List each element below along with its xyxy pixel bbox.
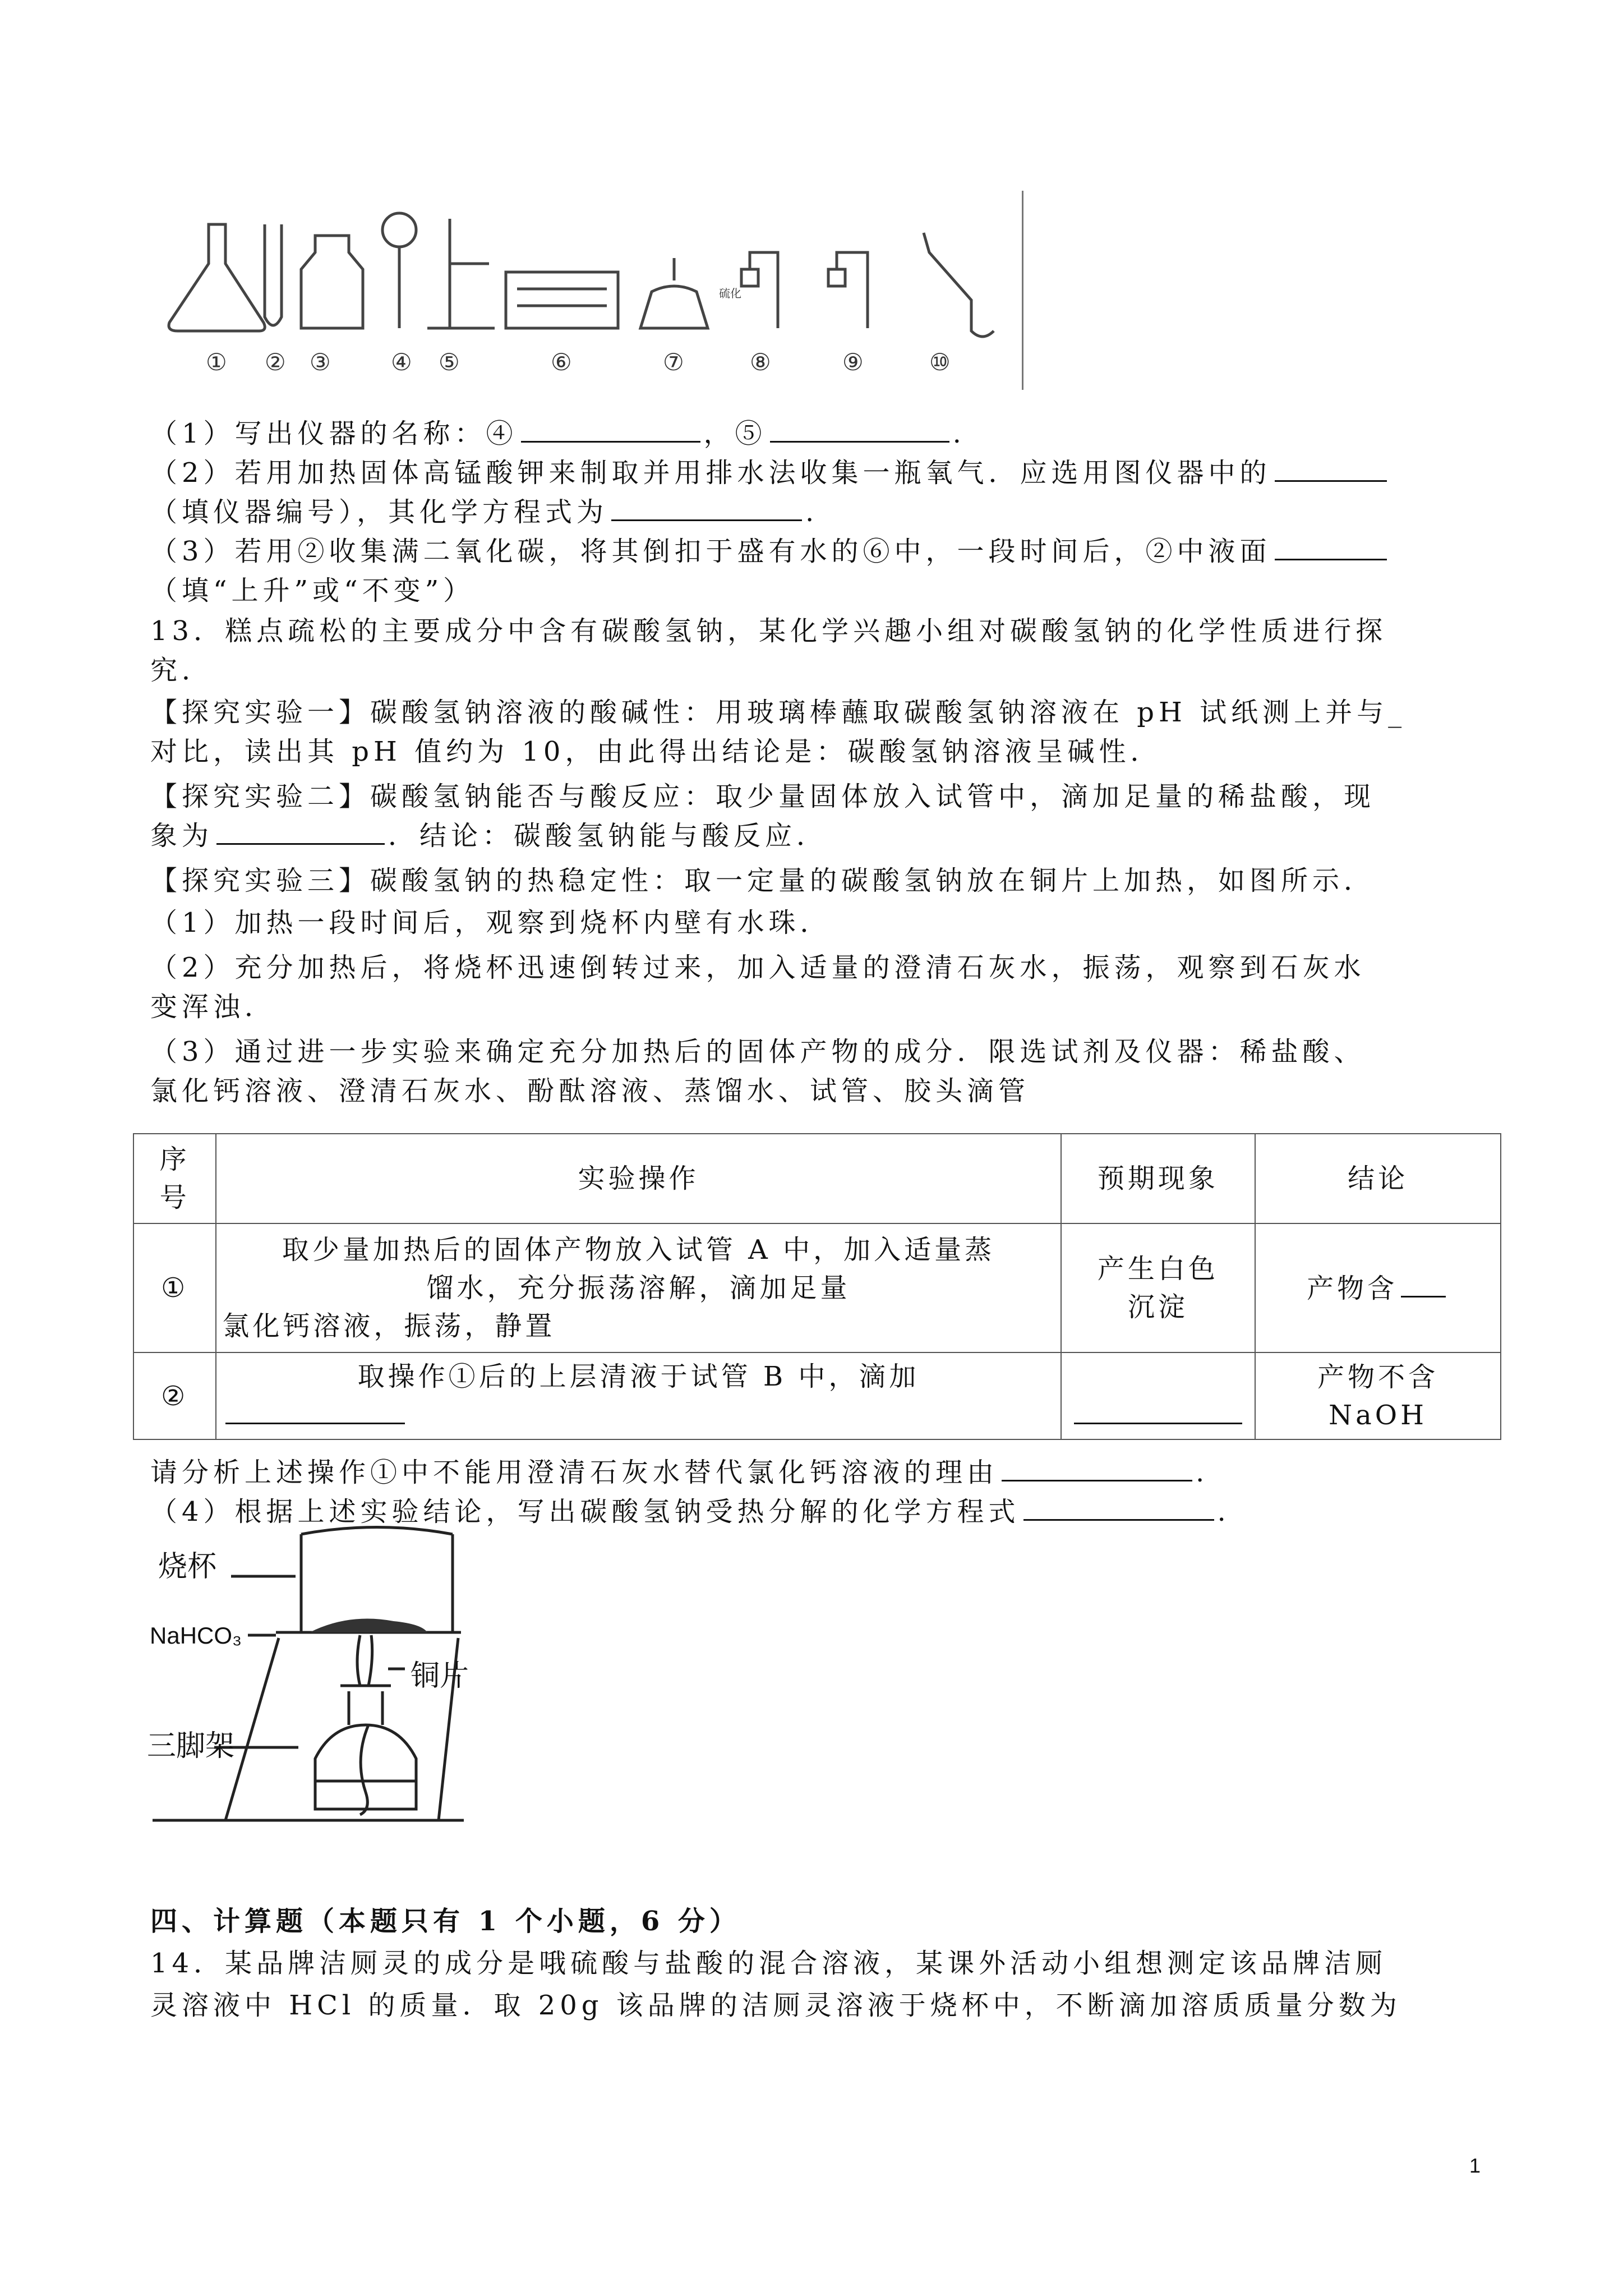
q12-line-3 [150,493,1496,532]
exp3-line: 【探究实验三】碳酸氢钠的热稳定性：取一定量的碳酸氢钠放在铜片上加热，如图所示． [150,865,1376,896]
row1-no: ① [133,1223,216,1352]
label-2: ② [265,348,286,376]
row1-operation [216,1223,1061,1352]
q12-line-1 [150,414,1496,453]
header-phenomenon: 预期现象 [1061,1134,1256,1223]
table-row [133,1352,1501,1439]
label-6: ⑥ [551,348,572,376]
answer-blank-product[interactable] [1401,1269,1446,1297]
label-9: ⑨ [842,348,864,376]
header-no: 序 号 [133,1134,216,1223]
label-10: ⑩ [929,348,951,376]
apparatus-drawing [147,1523,469,1846]
exp2-p2: ．结论：碳酸氢钠能与酸反应． [388,820,828,852]
label-1: ① [206,348,227,376]
table-header-row [133,1134,1501,1223]
answer-blank-row2-phenomenon[interactable] [1074,1396,1242,1424]
row2-no: ② [133,1352,216,1439]
row1-op-line-3: 氯化钙溶液，振荡，静置 [222,1310,556,1342]
label-8: ⑧ [750,348,771,376]
exp2-p1: 象为 [150,820,214,852]
q12-p3: （3）若用②收集满二氧化碳，将其倒扣于盛有水的⑥中，一段时间后，②中液面 [150,536,1271,567]
row2-op-line-1: 取操作①后的上层清液于试管 B 中，滴加 [357,1361,920,1392]
q12-p2: （2）若用加热固体高锰酸钾来制取并用排水法收集一瓶氧气．应选用图仪器中的 [150,457,1271,489]
q12-p3b: （填“上升”或“不变”） [150,575,475,606]
copper-label: 铜片 [411,1660,469,1692]
exp3-step-2a: （2）充分加热后，将烧杯迅速倒转过来，加入适量的澄清石灰水，振荡，观察到石灰水 [150,952,1366,983]
instrument-drawing [147,191,1022,390]
answer-blank-reagent[interactable] [225,1396,405,1424]
q12-p1: （1）写出仪器的名称：④ [150,418,518,449]
step4-end: . [1217,1496,1230,1527]
reason-text: 请分析上述操作①中不能用澄清石灰水替代氯化钙溶液的理由 [150,1457,999,1488]
page-number: 1 [1469,2154,1481,2177]
label-5: ⑤ [439,348,460,376]
answer-blank-phenomenon[interactable] [216,816,385,845]
q12-p2b: （填仪器编号），其化学方程式为 [150,496,608,528]
step4-text: （4）根据上述实验结论，写出碳酸氢钠受热分解的化学方程式 [150,1496,1020,1527]
label-4: ④ [391,348,412,376]
header-operation: 实验操作 [216,1134,1061,1223]
q12-line-4 [150,532,1496,571]
q13-intro-1: 13．糕点疏松的主要成分中含有碳酸氢钠，某化学兴趣小组对碳酸氢钠的化学性质进行探 [150,615,1387,647]
instrument-figure [147,191,1023,390]
table-row [133,1223,1501,1352]
row1-conclusion [1255,1223,1501,1352]
section4-title: 四、计算题（本题只有 1 个小题，6 分） [150,1906,741,1937]
q14-line-1: 14．某品牌洁厕灵的成分是哦硫酸与盐酸的混合溶液，某课外活动小组想测定该品牌洁厕 [150,1948,1387,1979]
experiment-table [133,1133,1501,1440]
row2-concl-line-1: 产物不含 [1317,1361,1439,1393]
beaker-label: 烧杯 [158,1550,217,1583]
row1-op-line-1: 取少量加热后的固体产物放入试管 A 中，加入适量蒸 [282,1234,995,1266]
exp2-line-1: 【探究实验二】碳酸氢钠能否与酸反应：取少量固体放入试管中，滴加足量的稀盐酸，现 [150,781,1376,812]
q13-reason-line [150,1453,1496,1492]
tripod-label: 三脚架 [147,1730,235,1763]
reason-end: . [1196,1457,1209,1488]
answer-blank-reason[interactable] [1002,1453,1192,1481]
row2-operation [216,1352,1061,1439]
row1-phen-line-1: 产生白色 [1097,1253,1219,1285]
label-7: ⑦ [663,348,684,376]
row1-phen-line-2: 沉淀 [1127,1291,1188,1323]
answer-blank-5[interactable] [770,414,949,443]
exp3-step-3a: （3）通过进一步实验来确定充分加热后的固体产物的成分．限选试剂及仪器：稀盐酸、 [150,1036,1366,1068]
row1-op-line-2: 馏水，充分振荡溶解，滴加足量 [426,1272,851,1304]
answer-blank-decomposition[interactable] [1023,1492,1214,1521]
q12-p1c: . [952,418,966,449]
exp1-line-2: 对比，读出其 pH 值约为 10，由此得出结论是：碳酸氢钠溶液呈碱性． [150,736,1162,767]
answer-blank-liquid[interactable] [1275,532,1387,560]
row2-concl-line-2: NaOH [1329,1399,1427,1431]
q13-intro-2: 究． [150,655,214,686]
row1-phenomenon [1061,1223,1256,1352]
exp3-step-1: （1）加热一段时间后，观察到烧杯内壁有水珠． [150,907,832,938]
exp1-line-1: 【探究实验一】碳酸氢钠溶液的酸碱性：用玻璃棒蘸取碳酸氢钠溶液在 pH 试纸测上并与_ [150,697,1407,728]
exp2-line-2 [150,816,1496,855]
header-conclusion: 结论 [1255,1134,1501,1223]
q12-line-2 [150,453,1496,493]
q14-line-2: 灵溶液中 HCl 的质量．取 20g 该品牌的洁厕灵溶液于烧杯中，不断滴加溶质质量分数为 [150,1990,1401,2021]
exp3-step-2b: 变浑浊． [150,991,276,1023]
q12-p2c: . [805,496,819,528]
exp3-step-3b: 氯化钙溶液、澄清石灰水、酚酞溶液、蒸馏水、试管、胶头滴管 [150,1075,1030,1107]
row1-concl-text: 产物含 [1307,1272,1398,1304]
answer-blank-instruments[interactable] [1275,453,1387,482]
answer-blank-equation[interactable] [611,493,802,521]
nahco3-label: NaHCO₃ [150,1622,242,1649]
heating-apparatus-figure [147,1523,469,1846]
q12-p1b: ，⑤ [703,418,767,449]
label-3: ③ [310,348,331,376]
small-label: 硫化 [719,287,741,300]
row2-phenomenon [1061,1352,1256,1439]
row2-conclusion [1255,1352,1501,1439]
answer-blank-4[interactable] [521,414,700,443]
